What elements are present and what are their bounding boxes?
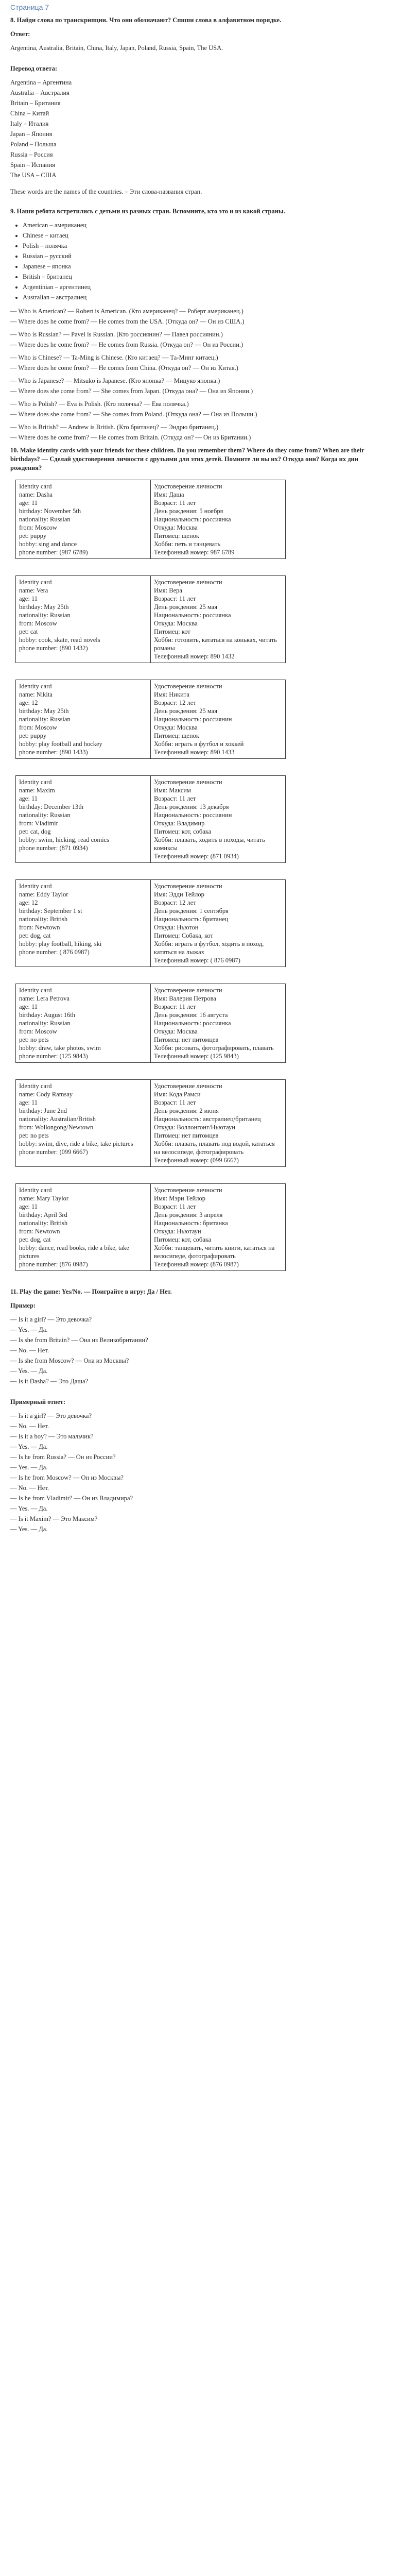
dialog-line: — No. — Нет.	[10, 1422, 49, 1430]
card-line: pet: dog, cat	[19, 932, 51, 939]
card-line: Хобби: играть в футбол и хоккей	[154, 740, 244, 748]
card-line: Имя: Эдди Тейлор	[154, 891, 204, 898]
translation-line: Argentina – Аргентина	[10, 79, 72, 86]
card-line: Возраст: 11 лет	[154, 1003, 196, 1010]
card-line: pet: cat, dog	[19, 828, 51, 835]
identity-card	[15, 680, 286, 759]
card-line: hobby: play football and hockey	[19, 740, 102, 748]
card-line: Identity card	[19, 1187, 52, 1194]
card-line: Возраст: 12 лет	[154, 699, 196, 706]
card-line: Национальность: британец	[154, 916, 229, 923]
card-line: phone number: (099 6667)	[19, 1148, 88, 1156]
identity-card-english	[16, 880, 151, 967]
card-line: Питомец: нет питомцев	[154, 1036, 219, 1043]
card-line: Национальность: россиянин	[154, 811, 232, 819]
dialog-block	[10, 400, 390, 419]
card-line: hobby: dance, read books, ride a bike, take pictures	[19, 1244, 129, 1260]
card-line: name: Nikita	[19, 691, 53, 698]
card-line: phone number: (876 0987)	[19, 1261, 88, 1268]
identity-card-russian	[151, 880, 286, 967]
identity-card	[15, 1183, 286, 1271]
dialog-line: — Is it a boy? — Это мальчик?	[10, 1433, 94, 1440]
example-line: — Yes. — Да.	[10, 1367, 48, 1375]
card-line: Имя: Валерия Петрова	[154, 995, 216, 1002]
identity-card-english	[16, 1080, 151, 1167]
translation-line: China – Китай	[10, 110, 49, 117]
example-line: — Is it Dasha? — Это Даша?	[10, 1378, 89, 1385]
card-line: День рождения: 25 мая	[154, 603, 217, 611]
dialog-line: — Is he from Russia? — Он из России?	[10, 1453, 116, 1461]
q9-title: 9. Наши ребята встретились с детьми из разных стран. Вспомните, кто это и из какой страны.	[10, 208, 285, 215]
card-line: Откуда: Владимир	[154, 820, 205, 827]
card-line: from: Wollongong/Newtown	[19, 1124, 94, 1131]
card-line: name: Maxim	[19, 787, 55, 794]
card-line: name: Eddy Taylor	[19, 891, 68, 898]
card-line: Удостоверение личности	[154, 778, 222, 786]
dialog-line: — Yes. — Да.	[10, 1526, 48, 1533]
card-line: name: Dasha	[19, 491, 53, 498]
card-line: age: 11	[19, 1099, 38, 1106]
dialog-line: — Is it Maxim? — Это Максим?	[10, 1515, 98, 1522]
card-line: Хобби: плавать, ходить в походы, читать комиксы	[154, 836, 265, 852]
card-line: phone number: (890 1432)	[19, 645, 88, 652]
card-line: Identity card	[19, 483, 52, 490]
card-line: nationality: Russian	[19, 612, 71, 619]
q8-note: These words are the names of the countries. – Эти слова-названия стран.	[10, 188, 202, 195]
q10-identity-cards	[10, 480, 390, 1271]
dialog-block	[10, 330, 390, 349]
example-line: — No. — Нет.	[10, 1347, 49, 1354]
q11-example-label: Пример:	[10, 1302, 36, 1309]
q8-answer-text: Argentina, Australia, Britain, China, Italy, Japan, Poland, Russia, Spain, The USA.	[10, 44, 223, 52]
card-line: Откуда: Москва	[154, 1028, 198, 1035]
card-line: from: Vladimir	[19, 820, 58, 827]
card-line: Телефонный номер: ( 876 0987)	[154, 957, 240, 964]
card-line: Питомец: кот, собака	[154, 1236, 212, 1243]
card-line: Откуда: Москва	[154, 524, 198, 531]
card-line: Identity card	[19, 987, 52, 994]
nationality-item: • Japanese – японка	[23, 262, 390, 271]
card-line: from: Moscow	[19, 724, 57, 731]
dialog-line: — Who is Chinese? — Ta-Ming is Chinese. (Кто китаец? — Та-Минг китаец.)	[10, 354, 218, 361]
identity-card-russian	[151, 1080, 286, 1167]
card-line: phone number: (871 0934)	[19, 844, 88, 852]
card-line: Identity card	[19, 579, 52, 586]
card-line: Возраст: 11 лет	[154, 499, 196, 506]
card-line: Имя: Даша	[154, 491, 184, 498]
card-line: Возраст: 11 лет	[154, 1203, 196, 1210]
card-line: Телефонный номер: (125 9843)	[154, 1053, 239, 1060]
card-line: pet: cat	[19, 628, 38, 635]
dialog-block	[10, 377, 390, 396]
nationality-item: • American – американец	[23, 221, 390, 230]
card-line: Откуда: Москва	[154, 724, 198, 731]
card-line: Identity card	[19, 1082, 52, 1090]
card-line: Удостоверение личности	[154, 1187, 222, 1194]
translation-line: Spain – Испания	[10, 161, 55, 168]
card-line: Хобби: танцевать, читать книги, кататься на велосипеде, фотографировать	[154, 1244, 275, 1260]
q10-title: 10. Make identity cards with your friends for these children. Do you remember them? Where do they come from? When are their birthdays? — Сделай удостоверения личности с друзьями для этих детей. Помните ли вы их? Откуда они? Когда их дни рождения?	[10, 447, 364, 471]
card-line: name: Vera	[19, 587, 48, 594]
card-line: Identity card	[19, 883, 52, 890]
card-line: Питомец: Собака, кот	[154, 932, 213, 939]
card-line: hobby: cook, skate, read novels	[19, 636, 100, 643]
identity-card-english	[16, 480, 151, 559]
card-line: Имя: Кода Рамси	[154, 1091, 201, 1098]
identity-card-english	[16, 576, 151, 663]
card-line: День рождения: 1 сентября	[154, 907, 229, 914]
card-line: name: Mary Taylor	[19, 1195, 69, 1202]
card-line: age: 11	[19, 1003, 38, 1010]
card-line: Откуда: Ньютон	[154, 924, 199, 931]
translation-line: The USA – США	[10, 172, 57, 179]
translation-line: Italy – Италия	[10, 120, 49, 127]
card-line: День рождения: 25 мая	[154, 707, 217, 715]
dialog-line: — Is he from Moscow? — Он из Москвы?	[10, 1474, 124, 1481]
card-line: birthday: May 25th	[19, 603, 69, 611]
dialog-block	[10, 307, 390, 326]
card-line: Национальность: британка	[154, 1219, 228, 1227]
nationality-item: • Chinese – китаец	[23, 231, 390, 240]
nationality-item: • Russian – русский	[23, 252, 390, 261]
section-q9	[10, 207, 390, 442]
example-line: — Is she from Moscow? — Она из Москвы?	[10, 1357, 129, 1364]
card-line: phone number: ( 876 0987)	[19, 948, 90, 956]
card-line: Национальность: россиянка	[154, 516, 231, 523]
dialog-line: — Where does she come from? — She comes from Japan. (Откуда она? — Она из Японии.)	[10, 387, 253, 395]
card-line: birthday: August 16th	[19, 1011, 76, 1019]
dialog-line: — Who is Japanese? — Mitsuko is Japanese. (Кто японка? — Мицуко японка.)	[10, 377, 220, 384]
identity-card-russian	[151, 680, 286, 759]
card-line: Возраст: 12 лет	[154, 899, 196, 906]
dialog-line: — Yes. — Да.	[10, 1505, 48, 1512]
card-line: pet: no pets	[19, 1036, 49, 1043]
card-line: Национальность: россиянка	[154, 1020, 231, 1027]
q11-dialog-label: Примерный ответ:	[10, 1398, 66, 1405]
dialog-line: — Yes. — Да.	[10, 1464, 48, 1471]
dialog-line: — No. — Нет.	[10, 1484, 49, 1492]
card-line: birthday: June 2nd	[19, 1107, 67, 1114]
card-line: Удостоверение личности	[154, 1082, 222, 1090]
card-line: age: 12	[19, 699, 38, 706]
card-line: Возраст: 11 лет	[154, 1099, 196, 1106]
card-line: pet: dog, cat	[19, 1236, 51, 1243]
q9-dialogs	[10, 307, 390, 442]
card-line: Питомец: кот, собака	[154, 828, 212, 835]
identity-card	[15, 879, 286, 967]
card-line: from: Newtown	[19, 924, 60, 931]
card-line: birthday: May 25th	[19, 707, 69, 715]
card-line: Питомец: нет питомцев	[154, 1132, 219, 1139]
card-line: Телефонный номер: (871 0934)	[154, 853, 239, 860]
q11-example	[10, 1315, 390, 1386]
identity-card-russian	[151, 776, 286, 863]
identity-card-russian	[151, 480, 286, 559]
dialog-block	[10, 423, 390, 442]
card-line: Удостоверение личности	[154, 683, 222, 690]
card-line: Удостоверение личности	[154, 483, 222, 490]
identity-card-english	[16, 1184, 151, 1271]
card-line: Телефонный номер: (099 6667)	[154, 1157, 239, 1164]
card-line: Удостоверение личности	[154, 579, 222, 586]
q8-title: 8. Найди слова по транскрипции. Что они обозначают? Спиши слова в алфавитном порядке.	[10, 16, 282, 24]
card-line: pet: puppy	[19, 732, 47, 739]
card-line: Возраст: 11 лет	[154, 795, 196, 802]
card-line: pet: no pets	[19, 1132, 49, 1139]
section-q10	[10, 446, 390, 1271]
dialog-line: — Who is Polish? — Eva is Polish. (Кто полячка? — Ева полячка.)	[10, 400, 189, 408]
card-line: Телефонный номер: (876 0987)	[154, 1261, 239, 1268]
card-line: Откуда: Ньютаун	[154, 1228, 201, 1235]
card-line: Имя: Максим	[154, 787, 191, 794]
card-line: nationality: Russian	[19, 716, 71, 723]
card-line: age: 11	[19, 499, 38, 506]
card-line: Питомец: щенок	[154, 532, 199, 539]
dialog-line: — Where does he come from? — He comes from China. (Откуда он? — Он из Китая.)	[10, 364, 238, 371]
section-q8	[10, 16, 390, 196]
card-line: hobby: draw, take photos, swim	[19, 1044, 101, 1052]
card-line: nationality: British	[19, 916, 68, 923]
identity-card	[15, 480, 286, 559]
card-line: hobby: swim, dive, ride a bike, take pictures	[19, 1140, 133, 1147]
card-line: hobby: play football, hiking, ski	[19, 940, 102, 947]
identity-card	[15, 775, 286, 863]
card-line: birthday: September 1 st	[19, 907, 82, 914]
card-line: День рождения: 16 августа	[154, 1011, 228, 1019]
card-line: phone number: (890 1433)	[19, 749, 88, 756]
card-line: age: 12	[19, 899, 38, 906]
dialog-line: — Who is British? — Andrew is British. (Кто британец? — Эндрю британец.)	[10, 423, 219, 431]
nationality-item: • Australian – австралиец	[23, 293, 390, 302]
card-line: Имя: Мэри Тейлор	[154, 1195, 205, 1202]
dialog-line: — Where does she come from? — She comes from Poland. (Откуда она? — Она из Польши.)	[10, 411, 257, 418]
card-line: Хобби: рисовать, фотографировать, плавать	[154, 1044, 274, 1052]
card-line: from: Moscow	[19, 1028, 57, 1035]
identity-card-english	[16, 680, 151, 759]
card-line: from: Moscow	[19, 524, 57, 531]
card-line: Хобби: плавать, плавать под водой, кататься на велосипеде, фотографировать	[154, 1140, 275, 1156]
identity-card-russian	[151, 1184, 286, 1271]
card-line: age: 11	[19, 595, 38, 602]
card-line: pet: puppy	[19, 532, 47, 539]
identity-card-english	[16, 984, 151, 1063]
card-line: from: Moscow	[19, 620, 57, 627]
card-line: Имя: Никита	[154, 691, 189, 698]
card-line: Национальность: россиянин	[154, 716, 232, 723]
dialog-line: — Yes. — Да.	[10, 1443, 48, 1450]
translation-line: Australia – Австралия	[10, 89, 69, 96]
card-line: nationality: Russian	[19, 516, 71, 523]
card-line: birthday: November 5th	[19, 507, 81, 515]
card-line: Национальность: россиянка	[154, 612, 231, 619]
card-line: Телефонный номер: 890 1432	[154, 653, 235, 660]
card-line: birthday: April 3rd	[19, 1211, 67, 1218]
card-line: age: 11	[19, 795, 38, 802]
card-line: phone number: (125 9843)	[19, 1053, 88, 1060]
card-line: nationality: British	[19, 1219, 68, 1227]
example-line: — Is it a girl? — Это девочка?	[10, 1316, 92, 1323]
card-line: Имя: Вера	[154, 587, 182, 594]
card-line: Удостоверение личности	[154, 883, 222, 890]
page-link[interactable]: Страница 7	[10, 3, 49, 11]
card-line: hobby: sing and dance	[19, 540, 77, 548]
dialog-line: — Where does he come from? — He comes from Russia. (Откуда он? — Он из России.)	[10, 341, 244, 348]
dialog-line: — Where does he come from? — He comes from the USA. (Откуда он? — Он из США.)	[10, 318, 245, 325]
identity-card-english	[16, 776, 151, 863]
identity-card-russian	[151, 576, 286, 663]
card-line: День рождения: 3 апреля	[154, 1211, 223, 1218]
nationality-item: • Polish – полячка	[23, 242, 390, 250]
nationality-item: • Argentinian – аргентинец	[23, 283, 390, 292]
identity-card	[15, 984, 286, 1063]
card-line: Откуда: Воллонгонг/Ньютаун	[154, 1124, 235, 1131]
card-line: Телефонный номер: 987 6789	[154, 549, 235, 556]
q11-dialog	[10, 1412, 390, 1534]
card-line: Возраст: 11 лет	[154, 595, 196, 602]
card-line: from: Newtown	[19, 1228, 60, 1235]
identity-card	[15, 1079, 286, 1167]
card-line: Питомец: щенок	[154, 732, 199, 739]
card-line: Национальность: австралиец/британец	[154, 1115, 261, 1123]
translation-line: Britain – Британия	[10, 99, 61, 107]
q11-title: 11. Play the game: Yes/No. — Поиграйте в игру: Да / Нет.	[10, 1288, 172, 1295]
nationality-item: • British – британец	[23, 273, 390, 281]
card-line: hobby: swim, hicking, read comics	[19, 836, 109, 843]
dialog-line: — Where does he come from? — He comes from Britain. (Откуда он? — Он из Британии.)	[10, 434, 251, 441]
card-line: Телефонный номер: 890 1433	[154, 749, 235, 756]
dialog-line: — Is he from Vladimir? — Он из Владимира?	[10, 1495, 133, 1502]
card-line: name: Cody Ramsay	[19, 1091, 73, 1098]
section-q11	[10, 1287, 390, 1534]
translation-line: Russia – Россия	[10, 151, 53, 158]
q8-translation-list	[10, 78, 390, 180]
dialog-line: — Is it a girl? — Это девочка?	[10, 1412, 92, 1419]
card-line: Хобби: готовить, кататься на коньках, читать романы	[154, 636, 277, 652]
card-line: День рождения: 5 ноября	[154, 507, 223, 515]
card-line: Identity card	[19, 778, 52, 786]
q8-translation-label: Перевод ответа:	[10, 65, 58, 72]
identity-card	[15, 575, 286, 663]
dialog-line: — Who is American? — Robert is American. (Кто американец? — Роберт американец.)	[10, 308, 244, 315]
card-line: nationality: Russian	[19, 811, 71, 819]
card-line: nationality: Russian	[19, 1020, 71, 1027]
q9-nationality-list	[23, 221, 390, 302]
q8-answer-label: Ответ:	[10, 30, 30, 38]
card-line: День рождения: 2 июня	[154, 1107, 219, 1114]
dialog-line: — Who is Russian? — Pavel is Russian. (Кто россиянин? — Павел россиянин.)	[10, 331, 223, 338]
card-line: Откуда: Москва	[154, 620, 198, 627]
card-line: name: Lera Petrova	[19, 995, 69, 1002]
identity-card-russian	[151, 984, 286, 1063]
dialog-block	[10, 353, 390, 372]
card-line: Питомец: кот	[154, 628, 190, 635]
card-line: nationality: Australian/British	[19, 1115, 96, 1123]
card-line: Identity card	[19, 683, 52, 690]
example-line: — Yes. — Да.	[10, 1326, 48, 1333]
card-line: Хобби: играть в футбол, ходить в поход, кататься на лыжах	[154, 940, 264, 956]
card-line: Хобби: петь и танцевать	[154, 540, 221, 548]
example-line: — Is she from Britain? — Она из Великобритании?	[10, 1336, 148, 1344]
translation-line: Japan – Япония	[10, 130, 53, 138]
card-line: День рождения: 13 декабря	[154, 803, 229, 810]
card-line: Удостоверение личности	[154, 987, 222, 994]
card-line: phone number: (987 6789)	[19, 549, 88, 556]
card-line: birthday: December 13th	[19, 803, 83, 810]
translation-line: Poland – Польша	[10, 141, 57, 148]
card-line: age: 11	[19, 1203, 38, 1210]
